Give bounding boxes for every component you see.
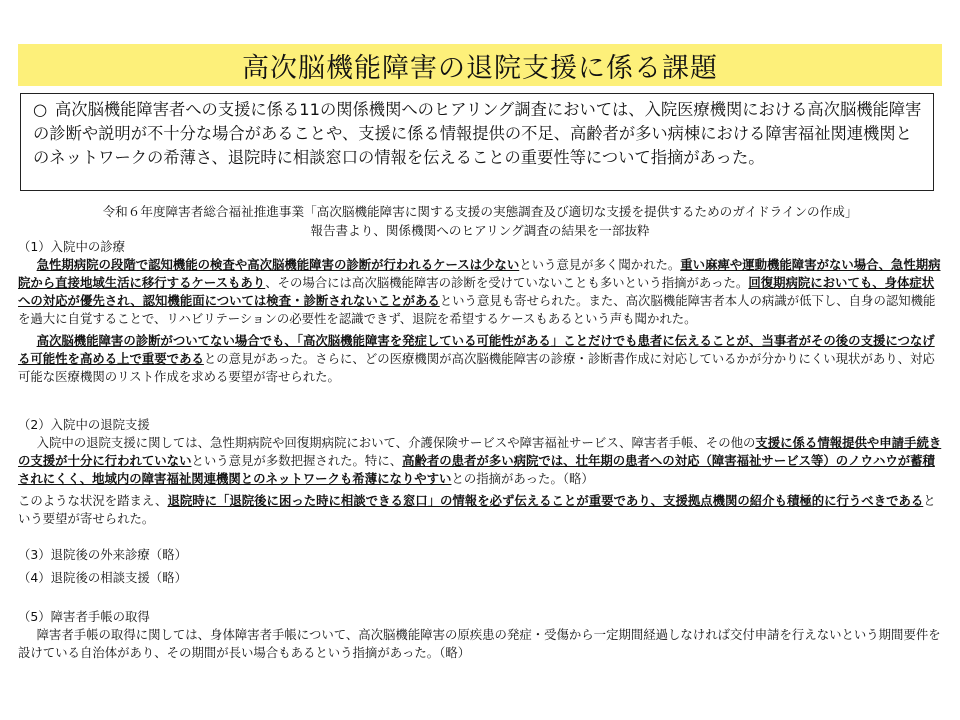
emphasis-text: 支援に係る情報提供や申請手続きの支援が十分に行われていない xyxy=(18,435,942,468)
emphasis-text: 急性期病院の段階で認知機能の検査や高次脳機能障害の診断が行われるケースは少ない xyxy=(36,257,520,272)
section-heading: （2）入院中の退院支援 xyxy=(18,417,150,432)
section-consultation-support xyxy=(18,569,942,587)
section-discharge-support xyxy=(18,416,942,528)
section-paragraph xyxy=(18,256,942,328)
emphasis-text: 回復期病院においても、身体症状への対応が優先され、認知機能面については検査・診断されないことがある xyxy=(18,275,935,308)
page-title: 高次脳機能障害の退院支援に係る課題 xyxy=(242,52,718,84)
section-heading: （1）入院中の診療 xyxy=(18,239,126,254)
source-line-2: 報告書より、関係機関へのヒアリング調査の結果を一部抜粋 xyxy=(310,223,650,238)
body-text: 入院中の退院支援に関しては、急性期病院や回復期病院において、介護保険サービスや障害福祉サービス、障害者手帳、その他の xyxy=(36,435,756,450)
section-paragraph xyxy=(18,492,942,528)
body-text: という意見が多数把握された。特に、 xyxy=(191,453,403,468)
summary-text: 高次脳機能障害者への支援に係る11の関係機関へのヒアリング調査においては、入院医療機関における高次脳機能障害の診断や説明が不十分な場合があることや、支援に係る情報提供の不足、高齢者が多い病棟における障害福祉関連機関とのネットワークの希薄さ、退院時に相談窓口の情報を伝えることの重要性等について指摘があった。 xyxy=(33,100,922,167)
summary-bullet: ○ xyxy=(33,100,48,119)
body-text: との意見があった。さらに、どの医療機関が高次脳機能障害の診療・診断書作成に対応しているかが分かりにくい現状があり、対応可能な医療機関のリスト作成を求める要望が寄せられた。 xyxy=(18,351,935,384)
body-text: という意見も寄せられた。また、高次脳機能障害者本人の病識が低下し、自身の認知機能を過大に自覚することで、リハビリテーションの必要性を認識できず、退院を希望するケースもあるという声も聞かれた。 xyxy=(18,293,936,326)
body-text: という要望が寄せられた。 xyxy=(18,493,936,526)
section-outpatient-care xyxy=(18,546,942,564)
title-banner xyxy=(18,44,942,86)
section-heading: （3）退院後の外来診療（略） xyxy=(18,547,187,562)
source-citation xyxy=(20,202,940,240)
emphasis-text: 高次脳機能障害の診断がついてない場合でも、「高次脳機能障害を発症している可能性がある」ことだけでも患者に伝えることが、当事者がその後の支援につなげる可能性を高める上で重要である xyxy=(18,333,935,366)
body-text: 、その場合には高次脳機能障害の診断を受けていないことも多いという指摘があった。 xyxy=(265,275,749,290)
section-heading: （4）退院後の相談支援（略） xyxy=(18,570,187,585)
body-text: このような状況を踏まえ、 xyxy=(18,493,168,508)
summary-box xyxy=(20,93,934,191)
section-paragraph xyxy=(18,434,942,488)
body-text: との指摘があった。（略） xyxy=(451,471,594,486)
source-line-1: 令和６年度障害者総合福祉推進事業「高次脳機能障害に関する支援の実態調査及び適切な支援を提供するためのガイドラインの作成」 xyxy=(102,204,858,219)
section-paragraph: 障害者手帳の取得に関しては、身体障害者手帳について、高次脳機能障害の原疾患の発症・受傷から一定期間経過しなければ交付申請を行えないという期間要件を設けている自治体があり、その期間が長い場合もあるという指摘があった。（略） xyxy=(18,627,941,660)
body-text: という意見が多く聞かれた。 xyxy=(519,257,681,272)
section-heading: （5）障害者手帳の取得 xyxy=(18,609,150,624)
section-inpatient-care xyxy=(18,238,942,386)
emphasis-text: 重い麻痺や運動機能障害がない場合、急性期病院から直接地域生活に移行するケースもあり xyxy=(18,257,941,290)
section-disability-certificate xyxy=(18,608,942,662)
section-paragraph xyxy=(18,332,942,386)
emphasis-text: 退院時に「退院後に困った時に相談できる窓口」の情報を必ず伝えることが重要であり、支援拠点機関の紹介も積極的に行うべきである xyxy=(167,493,924,508)
emphasis-text: 高齢者の患者が多い病院では、壮年期の患者への対応（障害福祉サービス等）のノウハウが蓄積されにくく、地域内の障害福祉関連機関とのネットワークも希薄になりやすい xyxy=(18,453,935,486)
